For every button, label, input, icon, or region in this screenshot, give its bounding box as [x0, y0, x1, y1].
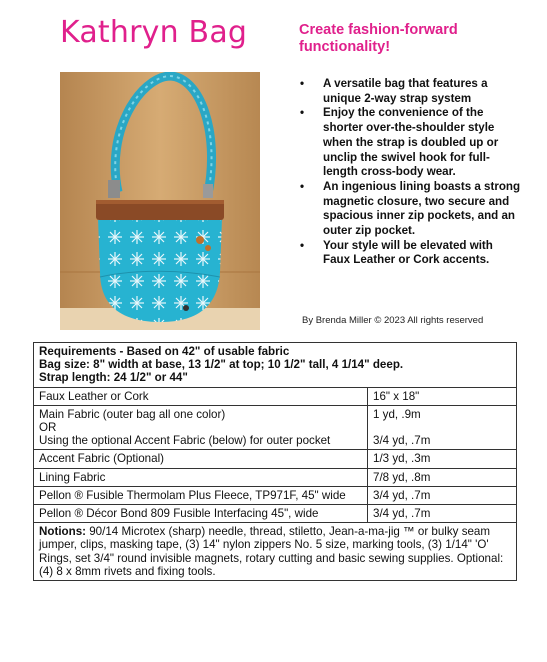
feature-item: [300, 239, 522, 268]
notions-cell: [34, 523, 517, 581]
material-item: Accent Fabric (Optional): [34, 450, 368, 468]
headline: Create fashion-forward functionality!: [299, 22, 458, 55]
bullet-icon: •: [300, 77, 305, 90]
strap-length: Strap length: 24 1/2" or 44": [39, 371, 188, 385]
material-amount: 3/4 yd, .7m: [373, 434, 431, 448]
requirements-heading: Requirements - Based on 42" of usable fabric: [39, 345, 290, 358]
spacer: [373, 421, 511, 434]
table-row: [34, 468, 517, 486]
feature-item: [300, 77, 522, 106]
material-amount: 7/8 yd, .8m: [368, 468, 517, 486]
material-item: Pellon ® Décor Bond 809 Fusible Interfacing 45", wide: [34, 505, 368, 523]
notions-text: 90/14 Microtex (sharp) needle, thread, stiletto, Jean-a-ma-jig ™ or bulky seam jumper, clips, masking tape, (3) 14" nylon zippers No. 5 size, marking tools, (3) 1/14" 'O' Rings, set 3/4" round invisible magnets, rotary cutting and basic sewing supplies. Optional: (4) 8 x 8mm rivets and fixing tools.: [39, 525, 504, 578]
bag-size: Bag size: 8" width at base, 13 1/2" at top; 10 1/2" tall, 4 1/14" deep.: [39, 358, 404, 372]
table-row: [34, 387, 517, 405]
bag-photo: [60, 72, 260, 330]
table-row: [34, 486, 517, 504]
table-row: [34, 523, 517, 581]
table-row: [34, 343, 517, 388]
material-amount: 1/3 yd, .3m: [368, 450, 517, 468]
copyright-credit: By Brenda Miller © 2023 All rights reserved: [302, 315, 484, 326]
material-amount: 3/4 yd, .7m: [368, 505, 517, 523]
requirements-table: [33, 342, 517, 581]
feature-text: An ingenious lining boasts a strong magnetic closure, two secure and spacious inner zip pockets, and an outer zip pocket.: [323, 179, 521, 238]
feature-list: [300, 77, 522, 268]
material-item: Pellon ® Fusible Thermolam Plus Fleece, TP971F, 45" wide: [34, 486, 368, 504]
feature-text: Your style will be elevated with Faux Leather or Cork accents.: [323, 238, 493, 267]
table-row: [34, 450, 517, 468]
feature-text: Enjoy the convenience of the shorter over-the-shoulder style when the strap is doubled up or unclip the swivel hook for full-length cross-body wear.: [323, 106, 499, 179]
table-row: [34, 405, 517, 450]
table-row: [34, 505, 517, 523]
bullet-icon: •: [300, 106, 305, 120]
feature-item: [300, 106, 522, 180]
material-item-group: [34, 405, 368, 450]
bullet-icon: •: [300, 179, 305, 193]
material-item: OR: [39, 421, 57, 435]
bullet-icon: •: [300, 238, 305, 252]
requirements-header: [34, 343, 517, 388]
notions-label: Notions:: [39, 525, 87, 539]
material-amount-group: [368, 405, 517, 450]
page-title: Kathryn Bag: [60, 15, 248, 50]
feature-text: A versatile bag that features a unique 2-way strap system: [323, 77, 488, 105]
material-amount: 1 yd, .9m: [373, 407, 421, 421]
material-item: Using the optional Accent Fabric (below) for outer pocket: [39, 434, 331, 448]
material-item: Lining Fabric: [34, 468, 368, 486]
material-item: Main Fabric (outer bag all one color): [39, 407, 226, 421]
material-item: Faux Leather or Cork: [34, 387, 368, 405]
feature-item: [300, 180, 522, 239]
material-amount: 3/4 yd, .7m: [368, 486, 517, 504]
material-amount: 16" x 18": [368, 387, 517, 405]
